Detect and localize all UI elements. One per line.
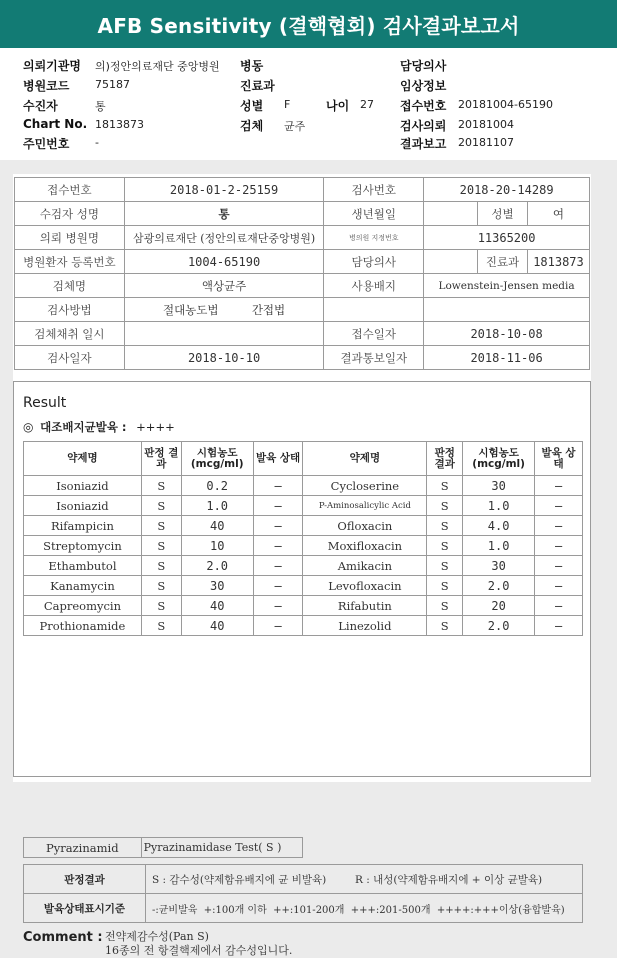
sex: 여 bbox=[527, 202, 589, 226]
judge-legend-s: S : 감수성(약제함유배지에 균 비발육) bbox=[152, 873, 327, 886]
right-growth-cell: − bbox=[535, 496, 583, 516]
right-growth-cell: − bbox=[535, 536, 583, 556]
right-judge-cell: S bbox=[427, 476, 463, 496]
header-label: 나이 bbox=[326, 99, 350, 113]
right-conc-cell: 20 bbox=[463, 596, 535, 616]
left-judge-cell: S bbox=[141, 576, 181, 596]
method-2: 간접법 bbox=[251, 302, 286, 317]
growth-header: 발육 상태 bbox=[253, 442, 303, 476]
right-growth-cell: − bbox=[535, 596, 583, 616]
patient-name-label: 수검자 성명 bbox=[15, 202, 125, 226]
left-drug-cell: Prothionamide bbox=[24, 616, 142, 636]
comment-label: Comment : bbox=[23, 930, 103, 945]
right-judge-cell: S bbox=[427, 556, 463, 576]
header-value: 20181107 bbox=[458, 136, 514, 149]
right-drug-cell: Amikacin bbox=[303, 556, 427, 576]
header-value: 의)정안의료재단 중앙병원 bbox=[95, 60, 220, 73]
header-value: - bbox=[95, 136, 99, 149]
left-conc-cell: 30 bbox=[181, 576, 253, 596]
scanned-report bbox=[13, 174, 591, 957]
right-conc-cell: 1.0 bbox=[463, 536, 535, 556]
right-drug-cell: Ofloxacin bbox=[303, 516, 427, 536]
method-1: 절대농도법 bbox=[162, 302, 219, 317]
header-label: 주민번호 bbox=[23, 137, 70, 151]
right-drug-cell: Levofloxacin bbox=[303, 576, 427, 596]
right-judge-cell: S bbox=[427, 576, 463, 596]
receipt-no-label: 접수번호 bbox=[15, 178, 125, 202]
result-section bbox=[13, 381, 591, 957]
left-conc-cell: 40 bbox=[181, 516, 253, 536]
dept-label: 진료과 bbox=[478, 250, 528, 274]
receipt-no: 2018-01-2-25159 bbox=[124, 178, 324, 202]
left-conc-cell: 0.2 bbox=[181, 476, 253, 496]
right-judge-cell: S bbox=[427, 596, 463, 616]
header-value: 20181004 bbox=[458, 118, 514, 131]
left-judge-cell: S bbox=[141, 536, 181, 556]
medium: Lowenstein-Jensen media bbox=[424, 274, 590, 298]
left-drug-cell: Capreomycin bbox=[24, 596, 142, 616]
table-row bbox=[24, 596, 583, 616]
left-judge-cell: S bbox=[141, 556, 181, 576]
header-value: 통 bbox=[95, 100, 106, 113]
conc-header: 시험농도 (mcg/ml) bbox=[463, 442, 535, 476]
doctor-label: 담당의사 bbox=[324, 250, 424, 274]
right-conc-cell: 2.0 bbox=[463, 576, 535, 596]
received-label: 접수일자 bbox=[324, 322, 424, 346]
dob-label: 생년월일 bbox=[324, 202, 424, 226]
result-title: Result bbox=[23, 395, 67, 411]
table-row bbox=[24, 516, 583, 536]
header-value: 75187 bbox=[95, 78, 130, 91]
judge-header: 판정 결과 bbox=[141, 442, 181, 476]
header-label: 임상정보 bbox=[400, 79, 447, 93]
left-conc-cell: 40 bbox=[181, 616, 253, 636]
hospital-code: 11365200 bbox=[424, 226, 590, 250]
left-drug-cell: Isoniazid bbox=[24, 476, 142, 496]
left-conc-cell: 40 bbox=[181, 596, 253, 616]
left-growth-cell: − bbox=[253, 596, 303, 616]
header-label: 성별 bbox=[240, 99, 264, 113]
right-conc-cell: 30 bbox=[463, 476, 535, 496]
hospital-code-label: 병의원 지정번호 bbox=[324, 226, 424, 250]
header-label: Chart No. bbox=[23, 117, 88, 131]
culture-label: 대조배지균발육 : bbox=[40, 420, 127, 434]
target-icon: ◎ bbox=[23, 420, 34, 434]
growth-header: 발육 상태 bbox=[535, 442, 583, 476]
header-label: 의뢰기관명 bbox=[23, 59, 81, 73]
medium-label: 사용배지 bbox=[324, 274, 424, 298]
report-date: 2018-11-06 bbox=[424, 346, 590, 370]
header-label: 접수번호 bbox=[400, 99, 447, 113]
header-label: 진료과 bbox=[240, 79, 275, 93]
right-conc-cell: 4.0 bbox=[463, 516, 535, 536]
table-row bbox=[24, 576, 583, 596]
judge-header: 판정 결과 bbox=[427, 442, 463, 476]
right-growth-cell: − bbox=[535, 616, 583, 636]
right-judge-cell: S bbox=[427, 616, 463, 636]
header-label: 결과보고 bbox=[400, 137, 447, 151]
growth-legend-label: 발육상태표시기준 bbox=[24, 894, 146, 923]
left-conc-cell: 10 bbox=[181, 536, 253, 556]
left-growth-cell: − bbox=[253, 496, 303, 516]
received: 2018-10-08 bbox=[424, 322, 590, 346]
left-judge-cell: S bbox=[141, 596, 181, 616]
table-row bbox=[24, 556, 583, 576]
right-conc-cell: 1.0 bbox=[463, 496, 535, 516]
left-growth-cell: − bbox=[253, 556, 303, 576]
comment-line-2: 16종의 전 항결핵제에서 감수성입니다. bbox=[105, 944, 293, 957]
header-value: F bbox=[284, 98, 291, 111]
right-drug-cell: P-Aminosalicylic Acid bbox=[303, 496, 427, 516]
right-growth-cell: − bbox=[535, 516, 583, 536]
sex-label: 성별 bbox=[478, 202, 528, 226]
specimen-label: 검체명 bbox=[15, 274, 125, 298]
collect bbox=[124, 322, 324, 346]
drug-header: 약제명 bbox=[303, 442, 427, 476]
left-growth-cell: − bbox=[253, 516, 303, 536]
growth-legend: -:균비발육 +:100개 이하 ++:101-200개 +++:201-500개 ++++:+++이상(융합발육) bbox=[146, 894, 583, 923]
test-no-label: 검사번호 bbox=[324, 178, 424, 202]
header-value: 20181004-65190 bbox=[458, 98, 553, 111]
header-label: 검체 bbox=[240, 119, 264, 133]
right-drug-cell: Moxifloxacin bbox=[303, 536, 427, 556]
report-title: AFB Sensitivity (결핵협회) 검사결과보고서 bbox=[0, 0, 617, 48]
left-judge-cell: S bbox=[141, 496, 181, 516]
left-drug-cell: Rifampicin bbox=[24, 516, 142, 536]
right-conc-cell: 30 bbox=[463, 556, 535, 576]
left-judge-cell: S bbox=[141, 616, 181, 636]
left-drug-cell: Kanamycin bbox=[24, 576, 142, 596]
left-judge-cell: S bbox=[141, 476, 181, 496]
header-info bbox=[0, 48, 617, 160]
dob bbox=[424, 202, 478, 226]
right-judge-cell: S bbox=[427, 516, 463, 536]
hospital: 삼광의료재단 (정안의료재단중앙병원) bbox=[124, 226, 324, 250]
left-drug-cell: Isoniazid bbox=[24, 496, 142, 516]
test-no: 2018-20-14289 bbox=[424, 178, 590, 202]
header-value: 1813873 bbox=[95, 118, 144, 131]
drug-header: 약제명 bbox=[24, 442, 142, 476]
left-growth-cell: − bbox=[253, 576, 303, 596]
header-label: 검사의뢰 bbox=[400, 119, 447, 133]
patient-name: 통 bbox=[124, 202, 324, 226]
pyrazinamid-drug: Pyrazinamid bbox=[24, 838, 142, 858]
right-conc-cell: 2.0 bbox=[463, 616, 535, 636]
left-growth-cell: − bbox=[253, 616, 303, 636]
header-label: 병원코드 bbox=[23, 79, 70, 93]
header-label: 수진자 bbox=[23, 99, 58, 113]
report-date-label: 결과통보일자 bbox=[324, 346, 424, 370]
comment-line-1: 전약제감수성(Pan S) bbox=[105, 930, 209, 943]
left-drug-cell: Ethambutol bbox=[24, 556, 142, 576]
dept: 1813873 bbox=[527, 250, 589, 274]
section-separator bbox=[0, 160, 617, 172]
reg-no-label: 병원환자 등록번호 bbox=[15, 250, 125, 274]
culture-growth bbox=[23, 419, 175, 435]
culture-value: ++++ bbox=[136, 420, 175, 434]
table-row bbox=[24, 476, 583, 496]
doctor bbox=[424, 250, 478, 274]
header-value: 27 bbox=[360, 98, 374, 111]
legend-table bbox=[23, 864, 583, 923]
method-label: 검사방법 bbox=[15, 298, 125, 322]
table-row bbox=[24, 536, 583, 556]
hospital-label: 의뢰 병원명 bbox=[15, 226, 125, 250]
table-row bbox=[24, 616, 583, 636]
header-label: 병동 bbox=[240, 59, 264, 73]
reg-no: 1004-65190 bbox=[124, 250, 324, 274]
left-growth-cell: − bbox=[253, 476, 303, 496]
header-value: 균주 bbox=[284, 120, 306, 133]
test-date-label: 검사일자 bbox=[15, 346, 125, 370]
pyrazinamid-test: Pyrazinamidase Test( S ) bbox=[141, 838, 302, 858]
left-growth-cell: − bbox=[253, 536, 303, 556]
specimen: 액상균주 bbox=[124, 274, 324, 298]
patient-info-table bbox=[14, 177, 590, 370]
table-row bbox=[24, 496, 583, 516]
left-drug-cell: Streptomycin bbox=[24, 536, 142, 556]
left-conc-cell: 1.0 bbox=[181, 496, 253, 516]
method bbox=[124, 298, 324, 322]
header-label: 담당의사 bbox=[400, 59, 447, 73]
judge-legend-label: 판정결과 bbox=[24, 865, 146, 894]
right-growth-cell: − bbox=[535, 476, 583, 496]
right-judge-cell: S bbox=[427, 496, 463, 516]
conc-header: 시험농도 (mcg/ml) bbox=[181, 442, 253, 476]
left-conc-cell: 2.0 bbox=[181, 556, 253, 576]
right-judge-cell: S bbox=[427, 536, 463, 556]
judge-legend-r: R : 내성(약제함유배지에 + 이상 균발육) bbox=[354, 873, 543, 886]
right-drug-cell: Cycloserine bbox=[303, 476, 427, 496]
right-growth-cell: − bbox=[535, 576, 583, 596]
right-drug-cell: Linezolid bbox=[303, 616, 427, 636]
test-date: 2018-10-10 bbox=[124, 346, 324, 370]
judge-legend bbox=[146, 865, 583, 894]
right-growth-cell: − bbox=[535, 556, 583, 576]
pyrazinamid-row bbox=[23, 837, 303, 858]
right-drug-cell: Rifabutin bbox=[303, 596, 427, 616]
collect-label: 검체채취 일시 bbox=[15, 322, 125, 346]
left-judge-cell: S bbox=[141, 516, 181, 536]
susceptibility-table bbox=[23, 441, 583, 636]
